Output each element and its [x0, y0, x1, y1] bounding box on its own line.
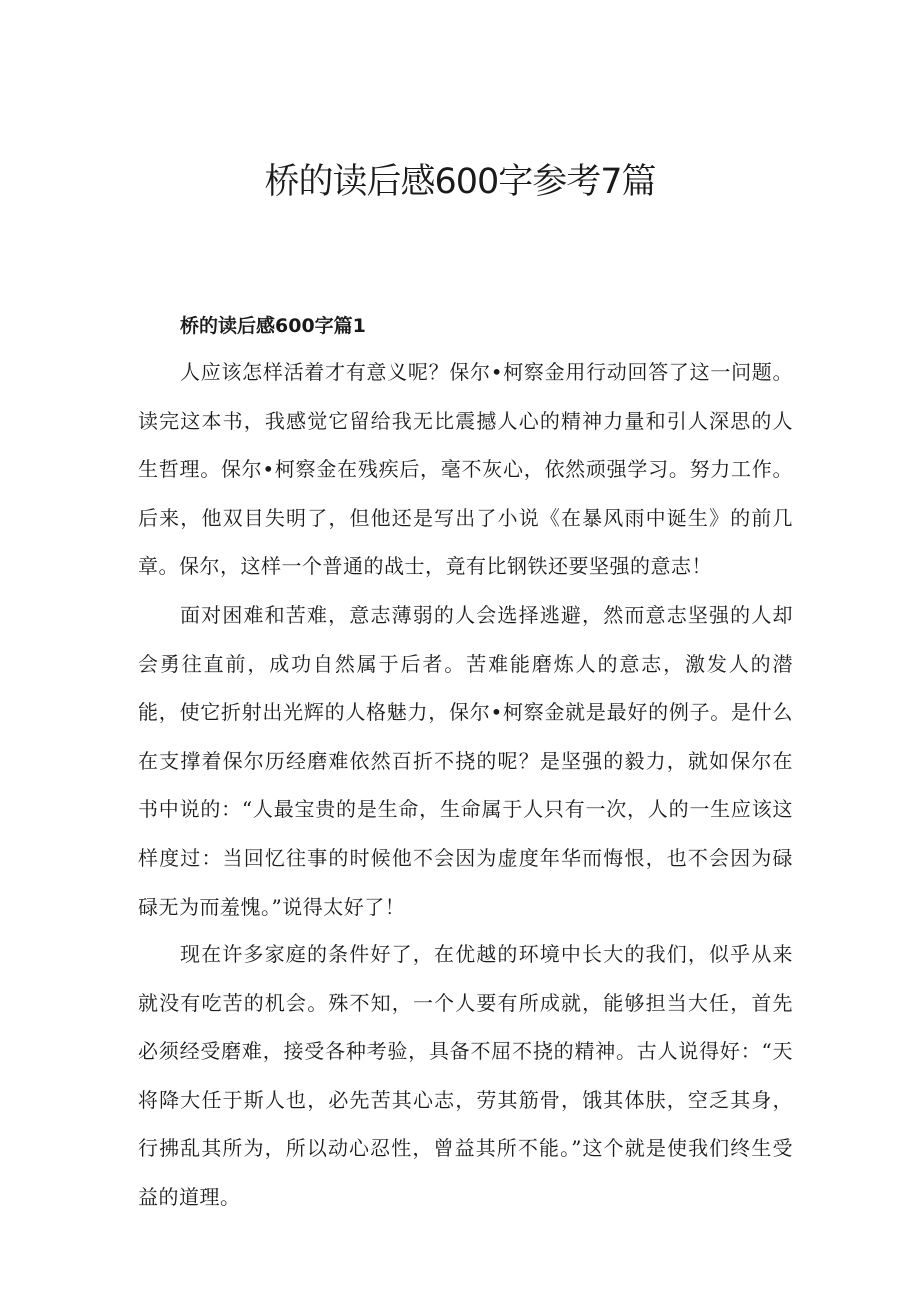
page-title: 桥的读后感600字参考7篇 [264, 162, 656, 202]
section-heading: 桥的读后感600字篇1 [180, 315, 366, 337]
body-paragraph-3: 现在许多家庭的条件好了，在优越的环境中长大的我们，似乎从来就没有吃苦的机会。殊不知，一个人要有所成就，能够担当大任，首先必须经受磨难，接受各种考验，具备不屈不挠的精神。古人说得好：“天将降大任于斯人也，必先苦其心志，劳其筋骨，饿其体肤，空乏其身，行拂乱其所为，所以动心忍性，曾益其所不能。”这个就是使我们终生受益的道理。 [138, 942, 793, 1209]
body-paragraph-2: 面对困难和苦难，意志薄弱的人会选择逃避，然而意志坚强的人却会勇往直前，成功自然属于后者。苦难能磨炼人的意志，激发人的潜能，使它折射出光辉的人格魅力，保尔•柯察金就是最好的例子。是什么在支撑着保尔历经磨难依然百折不挠的呢？是坚强的毅力，就如保尔在书中说的：“人最宝贵的是生命，生命属于人只有一次，人的一生应该这样度过：当回忆往事的时候他不会因为虚度年华而悔恨，也不会因为碌碌无为而羞愧。”说得太好了！ [138, 603, 793, 919]
body-paragraph-1: 人应该怎样活着才有意义呢？保尔•柯察金用行动回答了这一问题。读完这本书，我感觉它留给我无比震撼人心的精神力量和引人深思的人生哲理。保尔•柯察金在残疾后，毫不灰心，依然顽强学习。努力工作。后来，他双目失明了，但他还是写出了小说《在暴风雨中诞生》的前几章。保尔，这样一个普通的战士，竟有比钢铁还要坚强的意志！ [138, 360, 793, 579]
